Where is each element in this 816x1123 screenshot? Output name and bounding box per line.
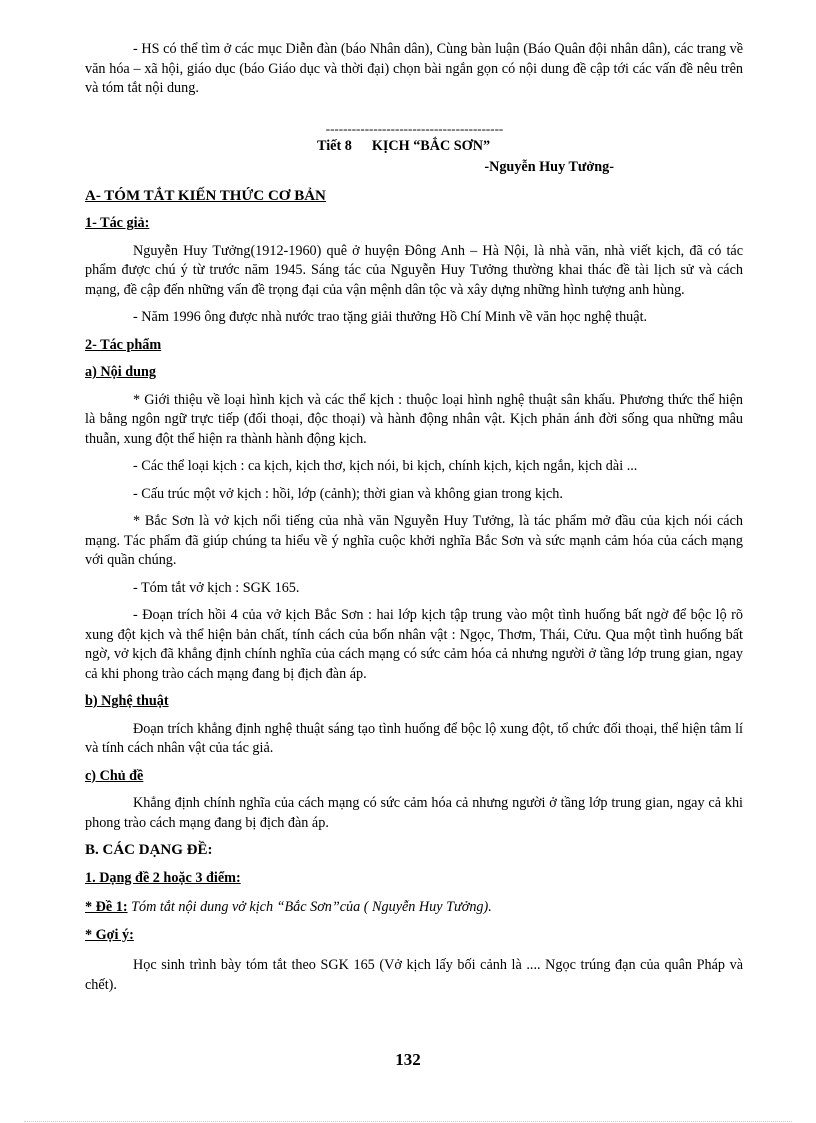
hint-paragraph: Học sinh trình bày tóm tắt theo SGK 165 (Vở kịch lấy bối cảnh là .... Ngọc trúng đạn của quân Pháp và chết). bbox=[85, 957, 743, 993]
author-paragraph-2: - Năm 1996 ông được nhà nước trao tặng giải thưởng Hồ Chí Minh về văn học nghệ thuật. bbox=[133, 309, 648, 325]
page-number: 132 bbox=[395, 1050, 421, 1069]
content-paragraph-4: * Bắc Sơn là vở kịch nổi tiếng của nhà văn Nguyễn Huy Tưởng, là tác phẩm mở đầu của kịch nói cách mạng. Tác phẩm đã giúp chúng ta hiểu về ý nghĩa cuộc khởi nghĩa Bắc Sơn và sức mạnh cảm hóa của cách mạng với quần chúng. bbox=[85, 513, 743, 568]
lesson-name: KỊCH “BẮC SƠN” bbox=[371, 137, 491, 154]
section-a-heading: A- TÓM TẮT KIẾN THỨC CƠ BẢN bbox=[85, 187, 326, 204]
lesson-author: -Nguyễn Huy Tưởng- bbox=[484, 159, 614, 175]
theme-heading: c) Chủ đề bbox=[85, 767, 144, 784]
section-divider: ----------------------------------------- bbox=[325, 120, 504, 136]
author-paragraph-1: Nguyễn Huy Tưởng(1912-1960) quê ở huyện Đông Anh – Hà Nội, là nhà văn, nhà viết kịch, đã có tác phẩm được chú ý từ trước năm 1945. Sáng tác của Nguyễn Huy Tưởng thường khai thác đề tài lịch sử và cách mạng, đề cập đến những vấn đề trọng đại của vận mệnh dân tộc và xây dựng những hình tượng anh hùng. bbox=[85, 242, 743, 298]
lesson-number: Tiết 8 bbox=[317, 137, 352, 154]
content-paragraph-6: - Đoạn trích hồi 4 của vở kịch Bắc Sơn : hai lớp kịch tập trung vào một tình huống bất ngờ để bộc lộ rõ xung đột kịch và thể hiện bản chất, tính cách của bốn nhân vật : Ngọc, Thơm, Thái, Cửu. Qua một tình huống bất ngờ, vở kịch đã khẳng định chính nghĩa của cách mạng có sức cảm hóa cả nhưng người ở tầng lớp trung gian, ngay cả khi phong trào cách mạng đang bị địch đàn áp. bbox=[85, 607, 743, 682]
page-bottom-border bbox=[24, 1121, 792, 1122]
art-paragraph: Đoạn trích khẳng định nghệ thuật sáng tạo tình huống để bộc lộ xung đột, tổ chức đối thoại, thể hiện tâm lí và tính cách nhân vật của tác giả. bbox=[85, 720, 743, 756]
work-heading: 2- Tác phẩm bbox=[85, 336, 162, 353]
author-heading: 1- Tác giả: bbox=[85, 215, 150, 231]
content-paragraph-2: - Các thể loại kịch : ca kịch, kịch thơ, kịch nói, bi kịch, chính kịch, kịch ngắn, kịch dài ... bbox=[133, 458, 638, 474]
art-heading: b) Nghệ thuật bbox=[85, 693, 169, 709]
content-paragraph-3: - Cấu trúc một vở kịch : hồi, lớp (cảnh); thời gian và không gian trong kịch. bbox=[133, 485, 563, 502]
content-heading: a) Nội dung bbox=[85, 364, 156, 380]
exercise-1 bbox=[85, 898, 743, 918]
content-paragraph-1: * Giới thiệu về loại hình kịch và các thể kịch : thuộc loại hình nghệ thuật sân khấu. Phương thức thể hiện là bằng ngôn ngữ trực tiếp (đối thoại, độc thoại) và hành động nhân vật. Kịch phản ánh đời sống qua những mâu thuẫn, xung đột thể hiện ra thành hành động kịch. bbox=[85, 391, 743, 447]
exercise-1-text: Tóm tắt nội dung vở kịch “Bắc Sơn”của ( Nguyễn Huy Tưởng). bbox=[131, 899, 492, 915]
intro-paragraph: - HS có thể tìm ở các mục Diễn đàn (báo Nhân dân), Cùng bàn luận (Báo Quân đội nhân dân), các trang về văn hóa – xã hội, giáo dục (báo Giáo dục và thời đại) chọn bài ngắn gọn có nội dung đề cập tới các vấn đề nêu trên và tóm tắt nội dung. bbox=[85, 41, 743, 96]
exercise-1-label: * Đề 1: bbox=[85, 899, 128, 915]
theme-paragraph: Khẳng định chính nghĩa của cách mạng có sức cảm hóa cả nhưng người ở tầng lớp trung gian, ngay cả khi phong trào cách mạng đang bị địch đàn áp. bbox=[85, 795, 743, 831]
document-page bbox=[85, 40, 743, 995]
lesson-title bbox=[85, 137, 743, 157]
exercise-type-heading: 1. Dạng đề 2 hoặc 3 điểm: bbox=[85, 869, 241, 886]
hint-heading: * Gợi ý: bbox=[85, 926, 134, 943]
content-paragraph-5: - Tóm tắt vở kịch : SGK 165. bbox=[133, 579, 300, 596]
section-b-heading: B. CÁC DẠNG ĐỀ: bbox=[85, 842, 213, 858]
